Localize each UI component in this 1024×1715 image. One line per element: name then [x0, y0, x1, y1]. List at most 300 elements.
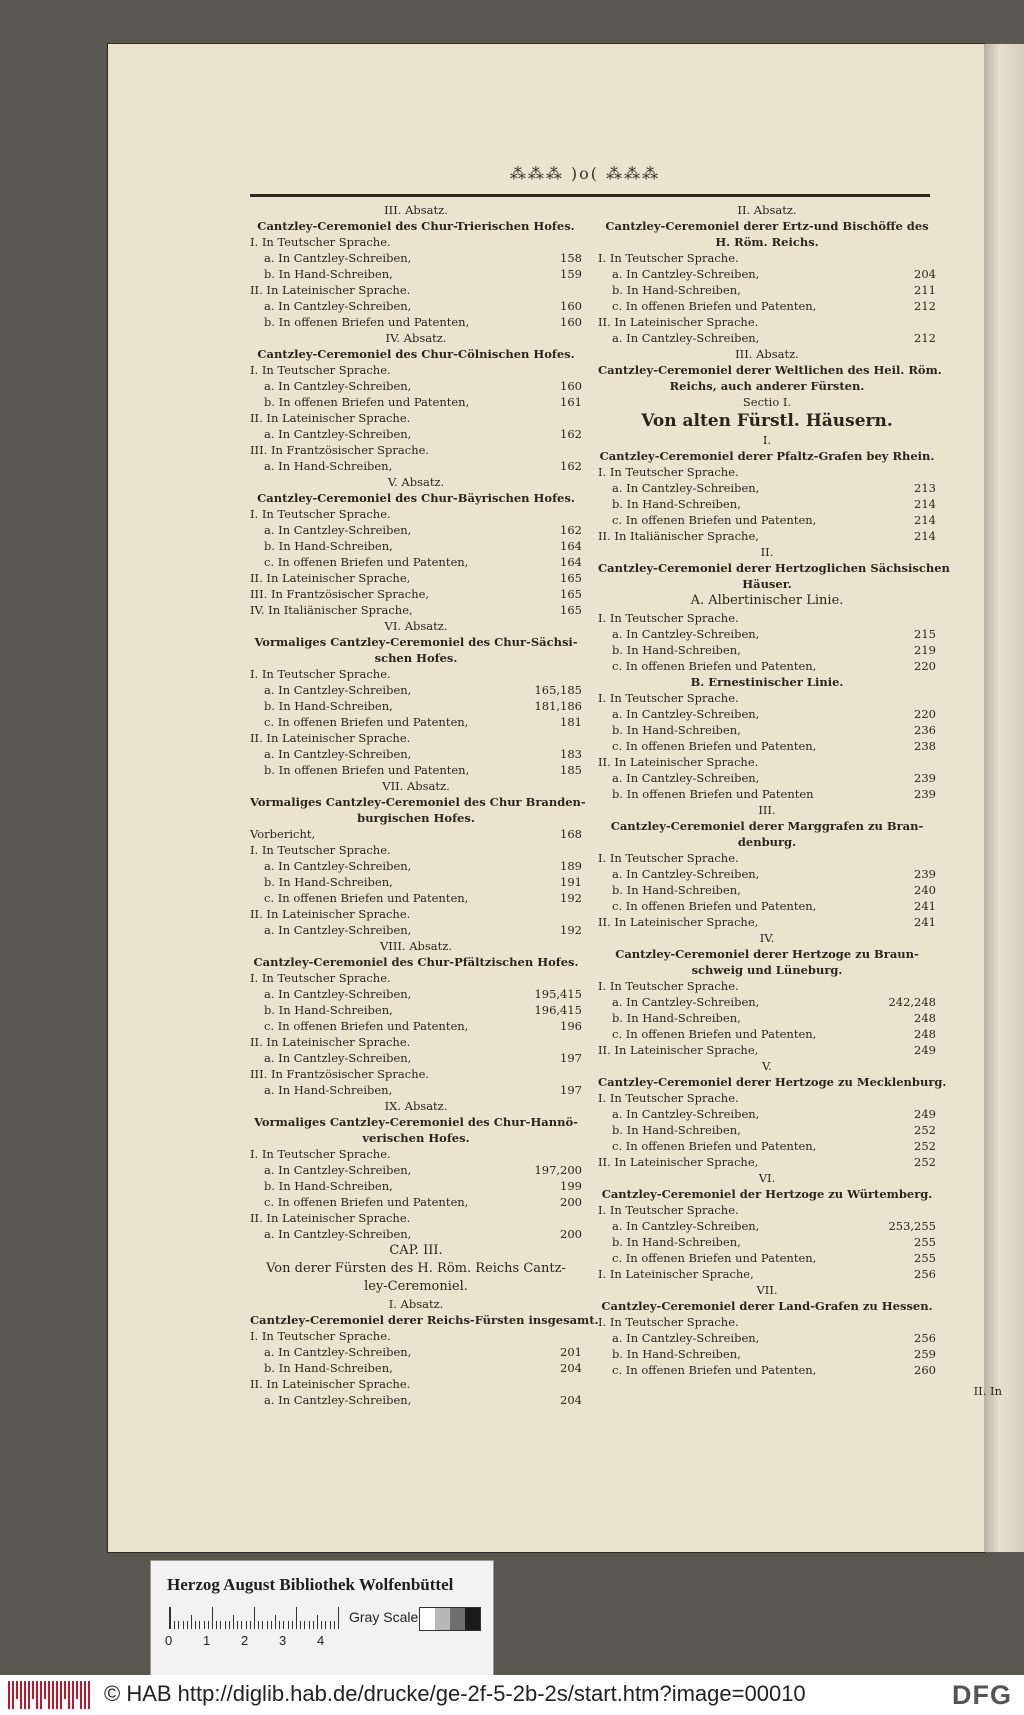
page-number: 200: [560, 1195, 582, 1209]
page-number: 249: [914, 1043, 936, 1057]
ruler-tick: [283, 1621, 284, 1629]
page-number: 252: [914, 1139, 936, 1153]
entry-text: b. In Hand-Schreiben,: [612, 1011, 741, 1025]
index-entry: [598, 994, 936, 1010]
entry-text: b. In Hand-Schreiben,: [264, 1179, 393, 1193]
index-heading: [598, 946, 936, 962]
entry-text: IV. Absatz.: [385, 331, 447, 345]
index-entry: [250, 586, 582, 602]
entry-text: II.: [760, 545, 774, 559]
index-entry: [250, 506, 582, 522]
entry-text: I. In Teutscher Sprache.: [598, 691, 739, 705]
page-number: 239: [914, 787, 936, 801]
index-heading: [250, 794, 586, 810]
page-number: 212: [914, 299, 936, 313]
entry-text: Von alten Fürstl. Häusern.: [641, 411, 893, 431]
entry-text: I. In Teutscher Sprache.: [598, 1091, 739, 1105]
page-number: 181: [560, 715, 582, 729]
entry-text: schen Hofes.: [374, 651, 458, 665]
index-entry: [250, 906, 582, 922]
entry-text: IX. Absatz.: [384, 1099, 448, 1113]
index-entry: [250, 522, 582, 538]
entry-text: I. In Teutscher Sprache.: [250, 1147, 391, 1161]
page-number: 211: [914, 283, 936, 297]
entry-text: b. In offenen Briefen und Patenten,: [264, 395, 470, 409]
ruler-tick: [296, 1607, 297, 1629]
entry-text: a. In Cantzley-Schreiben,: [264, 1051, 412, 1065]
index-heading: [598, 432, 936, 448]
ruler-tick: [338, 1607, 339, 1629]
index-entry: [598, 690, 936, 706]
index-entry: [598, 770, 936, 786]
index-entry: [598, 882, 936, 898]
entry-text: a. In Cantzley-Schreiben,: [264, 683, 412, 697]
barcode-bar: [48, 1681, 50, 1709]
ruler-tick: [170, 1607, 171, 1629]
index-heading: [598, 818, 936, 834]
index-heading: [250, 330, 582, 346]
index-entry: [250, 1082, 582, 1098]
library-name: Herzog August Bibliothek Wolfenbüttel: [167, 1575, 454, 1594]
entry-text: b. In Hand-Schreiben,: [612, 1123, 741, 1137]
page-number: 219: [914, 643, 936, 657]
index-entry: [250, 1360, 582, 1376]
page-number: 168: [560, 827, 582, 841]
index-heading: [250, 218, 582, 234]
color-reference-panel: [150, 1560, 494, 1682]
ruler-tick: [199, 1621, 200, 1629]
entry-text: I. Absatz.: [388, 1297, 444, 1311]
index-heading: [250, 634, 582, 650]
index-entry: [250, 1162, 582, 1178]
entry-text: Vormaliges Cantzley-Ceremoniel des Chur-Hannö-: [254, 1115, 578, 1129]
index-entry: [598, 1362, 936, 1378]
index-heading: [250, 810, 582, 826]
entry-text: a. In Cantzley-Schreiben,: [612, 267, 760, 281]
entry-text: a. In Hand-Schreiben,: [264, 459, 393, 473]
entry-text: VI. Absatz.: [384, 619, 448, 633]
entry-text: I. In Lateinischer Sprache,: [598, 1267, 754, 1281]
index-heading: [250, 1242, 582, 1260]
index-entry: [598, 1218, 936, 1234]
page-number: 165: [560, 587, 582, 601]
index-entry: [598, 464, 936, 480]
gray-swatch: [420, 1608, 435, 1630]
ruler-tick: [254, 1607, 255, 1629]
entry-text: a. In Cantzley-Schreiben,: [612, 707, 760, 721]
index-heading: [250, 474, 582, 490]
entry-text: I. In Teutscher Sprache.: [598, 251, 739, 265]
ruler-tick: [220, 1621, 221, 1629]
index-heading: [598, 592, 936, 610]
entry-text: a. In Cantzley-Schreiben,: [264, 923, 412, 937]
entry-text: III. In Frantzösischer Sprache.: [250, 443, 430, 457]
entry-text: II. In Lateinischer Sprache.: [250, 1211, 411, 1225]
index-heading: [598, 218, 936, 234]
page-number: 249: [914, 1107, 936, 1121]
entry-text: c. In offenen Briefen und Patenten,: [612, 1251, 817, 1265]
index-entry: [250, 362, 582, 378]
index-heading: [250, 954, 582, 970]
entry-text: b. In Hand-Schreiben,: [612, 883, 741, 897]
entry-text: I. In Teutscher Sprache.: [598, 851, 739, 865]
index-entry: [250, 1002, 582, 1018]
index-entry: [250, 1146, 582, 1162]
page-number: 164: [560, 555, 582, 569]
page-number: 201: [560, 1345, 582, 1359]
page-number: 162: [560, 427, 582, 441]
page-number: 185: [560, 763, 582, 777]
entry-text: b. In Hand-Schreiben,: [612, 723, 741, 737]
index-entry: [250, 266, 582, 282]
ruler-tick: [183, 1621, 184, 1629]
barcode-bar: [72, 1681, 74, 1709]
barcode-bar: [76, 1681, 78, 1699]
entry-text: I. In Teutscher Sprache.: [598, 611, 739, 625]
page-number: 214: [914, 497, 936, 511]
entry-text: IV.: [759, 931, 775, 945]
page-number: 196: [560, 1019, 582, 1033]
page-number: 256: [914, 1331, 936, 1345]
index-entry: [598, 282, 936, 298]
page-number: 213: [914, 481, 936, 495]
entry-text: VII. Absatz.: [382, 779, 450, 793]
entry-text: c. In offenen Briefen und Patenten,: [612, 299, 817, 313]
index-entry: [598, 1202, 936, 1218]
index-entry: [598, 1042, 936, 1058]
entry-text: c. In offenen Briefen und Patenten,: [264, 715, 469, 729]
ruler-tick: [233, 1615, 234, 1629]
entry-text: c. In offenen Briefen und Patenten,: [264, 1019, 469, 1033]
ruler-tick: [229, 1621, 230, 1629]
ruler-tick: [317, 1615, 318, 1629]
page-number: 259: [914, 1347, 936, 1361]
barcode-bar: [12, 1681, 14, 1709]
entry-text: b. In Hand-Schreiben,: [264, 267, 393, 281]
index-heading: [250, 1260, 582, 1278]
entry-text: a. In Cantzley-Schreiben,: [264, 1393, 412, 1407]
page-number: 256: [914, 1267, 936, 1281]
ruler-tick: [191, 1615, 192, 1629]
index-entry: [250, 394, 582, 410]
page-number: 200: [560, 1227, 582, 1241]
entry-text: Cantzley-Ceremoniel des Chur-Cölnischen Hofes.: [257, 347, 575, 361]
entry-text: Cantzley-Ceremoniel derer Weltlichen des Heil. Röm.: [598, 363, 942, 377]
index-heading: [250, 650, 582, 666]
entry-text: a. In Cantzley-Schreiben,: [264, 251, 412, 265]
entry-text: II. In Italiänischer Sprache,: [598, 529, 759, 543]
entry-text: a. In Cantzley-Schreiben,: [612, 1219, 760, 1233]
index-entry: [598, 1154, 936, 1170]
index-heading: [250, 1130, 582, 1146]
index-heading: [598, 394, 936, 410]
entry-text: c. In offenen Briefen und Patenten,: [264, 1195, 469, 1209]
entry-text: Vorbericht,: [250, 827, 316, 841]
entry-text: c. In offenen Briefen und Patenten,: [612, 513, 817, 527]
page-number: 159: [560, 267, 582, 281]
page-number: 242,248: [888, 995, 936, 1009]
page-number: 241: [914, 915, 936, 929]
ruler-tick: [279, 1621, 280, 1629]
gray-scale-label: Gray Scale: [349, 1609, 419, 1625]
index-heading: [598, 1186, 936, 1202]
entry-text: II. In Lateinischer Sprache.: [598, 755, 759, 769]
entry-text: b. In Hand-Schreiben,: [612, 643, 741, 657]
index-heading: [598, 410, 936, 432]
index-heading: [598, 1074, 947, 1090]
entry-text: a. In Cantzley-Schreiben,: [264, 427, 412, 441]
index-entry: [250, 1194, 582, 1210]
ruler-tick: [330, 1621, 331, 1629]
entry-text: b. In Hand-Schreiben,: [264, 539, 393, 553]
entry-text: b. In Hand-Schreiben,: [264, 699, 393, 713]
page-edge: [984, 44, 1024, 1552]
page-number: 255: [914, 1235, 936, 1249]
index-heading: [598, 1058, 936, 1074]
ruler-number: 2: [241, 1633, 249, 1648]
entry-text: Cantzley-Ceremoniel derer Hertzoge zu Braun-: [615, 947, 919, 961]
entry-text: VI.: [758, 1171, 776, 1185]
index-heading: [598, 202, 936, 218]
entry-text: Cantzley-Ceremoniel derer Reichs-Fürsten insgesamt.: [250, 1313, 599, 1327]
index-heading: [250, 778, 582, 794]
barcode-bar: [20, 1681, 22, 1709]
index-entry: [598, 512, 936, 528]
entry-text: b. In Hand-Schreiben,: [612, 497, 741, 511]
index-entry: [250, 250, 582, 266]
index-entry: [598, 1330, 936, 1346]
index-entry: [250, 554, 582, 570]
entry-text: a. In Cantzley-Schreiben,: [612, 481, 760, 495]
index-entry: [250, 666, 582, 682]
index-entry: [598, 626, 936, 642]
entry-text: I. In Teutscher Sprache.: [250, 843, 391, 857]
entry-text: a. In Cantzley-Schreiben,: [264, 379, 412, 393]
index-entry: [250, 1034, 582, 1050]
page-number: 252: [914, 1155, 936, 1169]
entry-text: b. In Hand-Schreiben,: [612, 283, 741, 297]
page-number: 162: [560, 459, 582, 473]
index-heading: [598, 1170, 936, 1186]
entry-text: II. In Lateinischer Sprache,: [598, 1155, 759, 1169]
entry-text: a. In Cantzley-Schreiben,: [264, 859, 412, 873]
barcode-bar: [64, 1681, 66, 1699]
index-entry: [598, 298, 936, 314]
entry-text: Cantzley-Ceremoniel derer Pfaltz-Grafen bey Rhein.: [599, 449, 935, 463]
page-number: 215: [914, 627, 936, 641]
index-entry: [250, 1376, 582, 1392]
entry-text: Cantzley-Ceremoniel derer Land-Grafen zu Hessen.: [601, 1299, 933, 1313]
page-number: 240: [914, 883, 936, 897]
page-number: 158: [560, 251, 582, 265]
index-entry: [250, 314, 582, 330]
header-ornament: ⁂⁂⁂ )o( ⁂⁂⁂: [509, 164, 661, 183]
barcode-bar: [36, 1681, 38, 1709]
entry-text: I. In Teutscher Sprache.: [598, 979, 739, 993]
page-number: 212: [914, 331, 936, 345]
ruler-tick: [212, 1607, 213, 1629]
ruler-tick: [225, 1621, 226, 1629]
index-entry: [598, 786, 936, 802]
entry-text: III. Absatz.: [384, 203, 448, 217]
entry-text: I. In Teutscher Sprache.: [250, 1329, 391, 1343]
page-number: 220: [914, 707, 936, 721]
entry-text: I. In Teutscher Sprache.: [250, 507, 391, 521]
entry-text: Von derer Fürsten des H. Röm. Reichs Cantz-: [266, 1261, 566, 1276]
entry-text: burgischen Hofes.: [357, 811, 475, 825]
entry-text: II. In Lateinischer Sprache,: [250, 571, 411, 585]
entry-text: a. In Cantzley-Schreiben,: [612, 995, 760, 1009]
ruler-tick: [241, 1621, 242, 1629]
gray-swatch: [450, 1608, 465, 1630]
page-number: 239: [914, 867, 936, 881]
entry-text: II. In Lateinischer Sprache.: [250, 1035, 411, 1049]
page-number: 204: [560, 1361, 582, 1375]
entry-text: V.: [762, 1059, 772, 1073]
index-entry: [250, 378, 582, 394]
entry-text: B. Ernestinischer Linie.: [690, 675, 844, 689]
page-number: 195,415: [534, 987, 582, 1001]
entry-text: a. In Hand-Schreiben,: [264, 1083, 393, 1097]
page-number: 214: [914, 513, 936, 527]
index-entry: [598, 1106, 936, 1122]
page-number: 260: [914, 1363, 936, 1377]
barcode-bar: [44, 1681, 46, 1699]
index-heading: [250, 1114, 582, 1130]
entry-text: I. In Teutscher Sprache.: [598, 1203, 739, 1217]
index-heading: [250, 1312, 599, 1328]
entry-text: VII.: [756, 1283, 778, 1297]
index-entry: [598, 1250, 936, 1266]
entry-text: denburg.: [737, 835, 797, 849]
page-number: 239: [914, 771, 936, 785]
index-entry: [250, 762, 582, 778]
dfg-logo: DFG: [952, 1680, 1012, 1710]
ruler-number: 1: [203, 1633, 211, 1648]
ruler-tick: [304, 1621, 305, 1629]
index-entry: [250, 746, 582, 762]
page-number: 165,185: [534, 683, 582, 697]
index-entry: [598, 738, 936, 754]
index-entry: [250, 922, 582, 938]
index-heading: [598, 962, 936, 978]
index-entry: [250, 826, 582, 842]
index-heading: [250, 1098, 582, 1114]
gray-swatch: [465, 1608, 480, 1630]
index-entry: [250, 426, 582, 442]
barcode-bar: [24, 1681, 26, 1709]
footer-bar: [0, 1675, 1024, 1715]
index-column-left: [250, 202, 599, 1408]
entry-text: II. In Lateinischer Sprache.: [250, 907, 411, 921]
entry-text: c. In offenen Briefen und Patenten,: [612, 659, 817, 673]
entry-text: c. In offenen Briefen und Patenten,: [264, 891, 469, 905]
entry-text: I. In Teutscher Sprache.: [250, 235, 391, 249]
index-entry: [598, 528, 936, 544]
index-column-right: [598, 202, 950, 1378]
index-heading: [598, 674, 936, 690]
index-entry: [598, 706, 936, 722]
page-number: 192: [560, 923, 582, 937]
index-entry: [598, 1266, 936, 1282]
index-entry: [598, 1138, 936, 1154]
ruler-number: 4: [317, 1633, 325, 1648]
header-rule: [250, 194, 930, 197]
barcode-bar: [32, 1681, 34, 1699]
index-heading: [250, 1278, 582, 1296]
entry-text: III. In Frantzösischer Sprache.: [250, 1067, 430, 1081]
index-heading: [250, 1296, 582, 1312]
index-entry: [250, 442, 582, 458]
page-number: 238: [914, 739, 936, 753]
page-number: 165: [560, 571, 582, 585]
entry-text: II. In Lateinischer Sprache.: [250, 731, 411, 745]
entry-text: I. In Teutscher Sprache.: [250, 363, 391, 377]
barcode-bar: [68, 1681, 70, 1709]
ruler-tick: [321, 1621, 322, 1629]
page-number: 241: [914, 899, 936, 913]
entry-text: III. Absatz.: [735, 347, 799, 361]
index-entry: [250, 1210, 582, 1226]
entry-text: c. In offenen Briefen und Patenten,: [612, 739, 817, 753]
index-entry: [250, 234, 582, 250]
gray-swatch: [435, 1608, 450, 1630]
page-number: 197,200: [534, 1163, 582, 1177]
index-heading: [250, 346, 582, 362]
index-heading: [250, 490, 582, 506]
index-heading: [598, 234, 936, 250]
entry-text: a. In Cantzley-Schreiben,: [264, 1163, 412, 1177]
entry-text: a. In Cantzley-Schreiben,: [264, 523, 412, 537]
barcode-icon: [8, 1681, 90, 1709]
entry-text: Cantzley-Ceremoniel derer Ertz-und Bischöffe des: [605, 219, 929, 233]
index-entry: [598, 754, 936, 770]
page-number: 164: [560, 539, 582, 553]
index-entry: [598, 330, 936, 346]
entry-text: II. In Lateinischer Sprache.: [250, 1377, 411, 1391]
index-heading: [598, 560, 950, 576]
index-entry: [250, 1018, 582, 1034]
index-entry: [598, 866, 936, 882]
ruler-tick: [292, 1621, 293, 1629]
entry-text: Cantzley-Ceremoniel derer Marggrafen zu Bran-: [610, 819, 924, 833]
page-number: 165: [560, 603, 582, 617]
barcode-bar: [16, 1681, 18, 1699]
index-entry: [598, 496, 936, 512]
index-entry: [250, 1392, 582, 1408]
entry-text: a. In Cantzley-Schreiben,: [612, 771, 760, 785]
entry-text: a. In Cantzley-Schreiben,: [612, 1331, 760, 1345]
index-entry: [598, 314, 936, 330]
barcode-bar: [84, 1681, 86, 1709]
ruler-tick: [325, 1621, 326, 1629]
entry-text: a. In Cantzley-Schreiben,: [612, 627, 760, 641]
index-entry: [250, 458, 582, 474]
page-number: 192: [560, 891, 582, 905]
page-number: 204: [560, 1393, 582, 1407]
entry-text: Vormaliges Cantzley-Ceremoniel des Chur-Sächsi-: [254, 635, 578, 649]
index-entry: [598, 610, 936, 626]
entry-text: c. In offenen Briefen und Patenten,: [612, 1363, 817, 1377]
index-entry: [598, 658, 936, 674]
entry-text: a. In Cantzley-Schreiben,: [612, 1107, 760, 1121]
ruler-tick: [334, 1621, 335, 1629]
entry-text: ley-Ceremoniel.: [364, 1279, 468, 1294]
page-number: 181,186: [534, 699, 582, 713]
index-entry: [598, 1122, 936, 1138]
entry-text: Cantzley-Ceremoniel derer Hertzoge zu Mecklenburg.: [598, 1075, 947, 1089]
ruler-tick: [262, 1621, 263, 1629]
